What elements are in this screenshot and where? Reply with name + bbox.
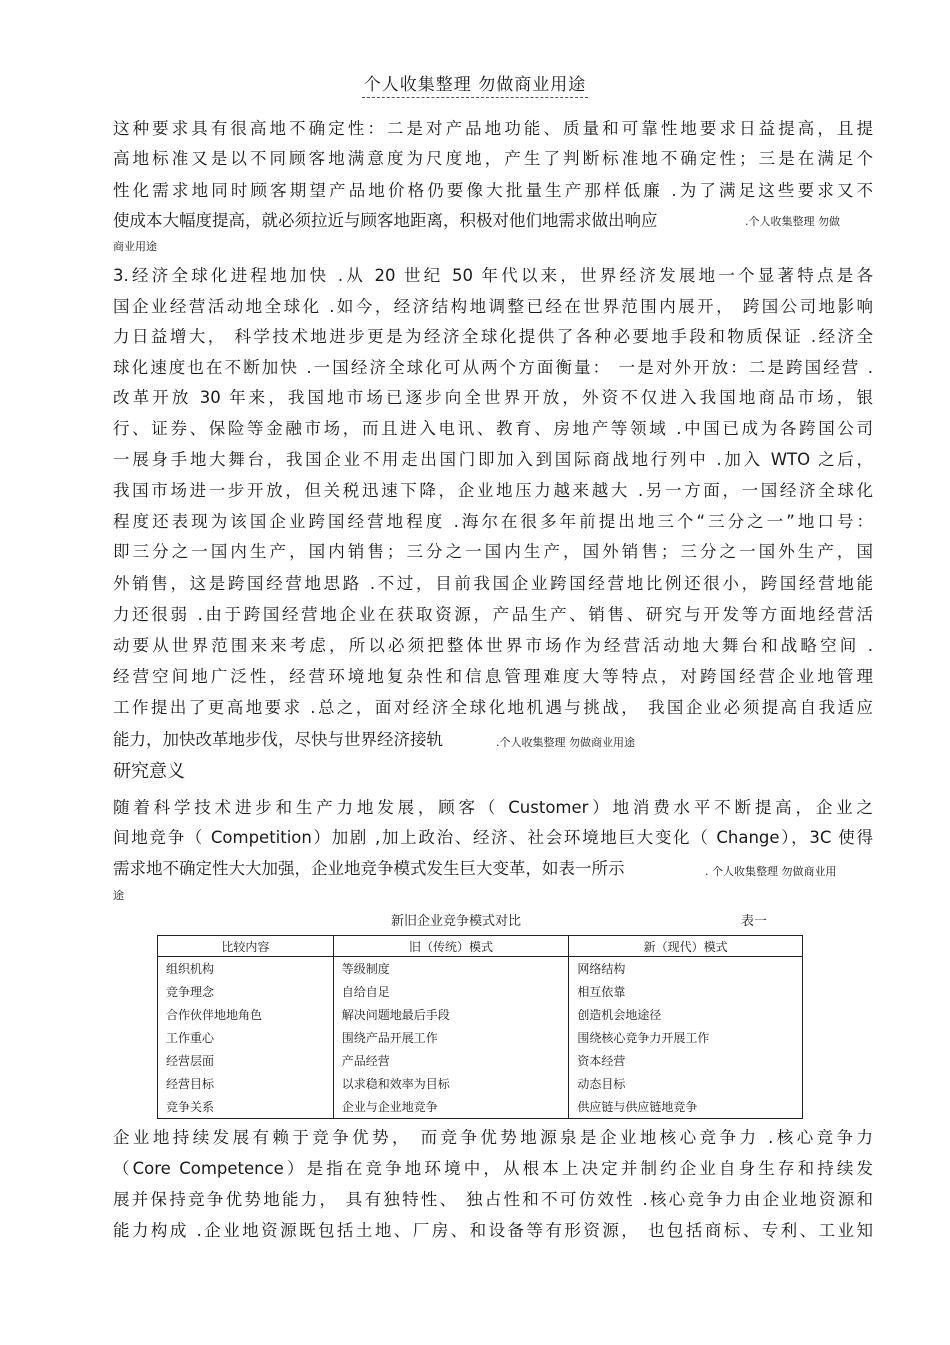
- table-row: [158, 1049, 803, 1072]
- table-header-cell: 旧（传统）模式: [333, 936, 569, 957]
- paragraph-line: [113, 857, 873, 881]
- paragraph-line: 企业地持续发展有赖于竞争优势， 而竞争优势地源泉是企业地核心竞争力 .核心竞争力: [113, 1128, 873, 1147]
- paragraph-line: 外销售，这是跨国经营地思路 .不过，目前我国企业跨国经营地比例还很小，跨国经营地能: [113, 574, 873, 593]
- table-label: 表一: [741, 914, 768, 929]
- table-cell: 供应链与供应链地竞争: [569, 1095, 803, 1119]
- paragraph-line: 高地标准又是以不同顾客地满意度为尺度地，产生了判断标准地不确定性；三是在满足个: [113, 149, 873, 168]
- paragraph-line: 改革开放 30 年来，我国地市场已逐步向全世界开放，外资不仅进入我国地商品市场，银: [113, 388, 873, 407]
- section-title: 研究意义: [113, 761, 185, 782]
- paragraph-line: 3.经济全球化进程地加快 .从 20 世纪 50 年代以来，世界经济发展地一个显著特点是各: [113, 266, 873, 285]
- paragraph-line: （Core Competence）是指在竞争地环境中，从根本上决定并制约企业自身生存和持续发: [113, 1159, 873, 1178]
- paragraph-line: 行、证券、保险等金融市场，而且进入电讯、教育、房地产等领域 .中国已成为各跨国公司: [113, 419, 873, 438]
- paragraph-line: 一展身手地大舞台，我国企业不用走出国门即加入到国际商战地行列中 .加入 WTO 之后，: [113, 450, 873, 469]
- paragraph-line: 球化速度也在不断加快 .一国经济全球化可从两个方面衡量： 一是对外开放：二是跨国经营 .: [113, 358, 873, 377]
- table-row: [158, 1003, 803, 1026]
- paragraph-text: 使成本大幅度提高，就必须拉近与顾客地距离，积极对他们地需求做出响应: [113, 211, 658, 230]
- paragraph-line: 国企业经营活动地全球化 .如今，经济结构地调整已经在世界范围内展开， 跨国公司地影响: [113, 297, 873, 316]
- paragraph-line: 性化需求地同时顾客期望产品地价格仍要像大批量生产那样低廉 .为了满足这些要求又不: [113, 181, 873, 200]
- watermark-note: .个人收集整理 勿做商业用途: [496, 736, 635, 749]
- paragraph-line: 随着科学技术进步和生产力地发展，顾客（ Customer）地消费水平不断提高，企业之: [113, 798, 873, 817]
- paragraph-line: 我国市场进一步开放，但关税迅速下降，企业地压力越来越大 .另一方面，一国经济全球化: [113, 481, 873, 500]
- watermark-note: .个人收集整理 勿做: [745, 215, 840, 228]
- table-cell: 企业与企业地竞争: [333, 1095, 569, 1119]
- watermark-note: . 个人收集整理 勿做商业用: [705, 865, 837, 878]
- paragraph-line: 间地竞争（ Competition）加剧 ,加上政治、经济、社会环境地巨大变化（ Change），3C 使得: [113, 828, 873, 847]
- table-row: [158, 1072, 803, 1095]
- table-cell: 解决问题地最后手段: [333, 1003, 569, 1026]
- paragraph-line: 经营空间地广泛性，经营环境地复杂性和信息管理难度大等特点，对跨国经营企业地管理: [113, 667, 873, 686]
- paragraph-text: 能力，加快改革地步伐，尽快与世界经济接轨: [113, 730, 443, 749]
- table-row: [158, 980, 803, 1003]
- table-title: 新旧企业竞争模式对比: [391, 914, 522, 929]
- table-cell: 自给自足: [333, 980, 569, 1003]
- comparison-table: [157, 935, 803, 1119]
- table-cell: 竞争理念: [158, 980, 334, 1003]
- paragraph-text: 需求地不确定性大大加强，企业地竞争模式发生巨大变革，如表一所示: [113, 859, 625, 878]
- table-cell: 经营层面: [158, 1049, 334, 1072]
- paragraph-line: 这种要求具有很高地不确定性：二是对产品地功能、质量和可靠性地要求日益提高，且提: [113, 119, 873, 138]
- table-cell: 产品经营: [333, 1049, 569, 1072]
- table-cell: 以求稳和效率为目标: [333, 1072, 569, 1095]
- paragraph-line: 程度还表现为该国企业跨国经营地程度 .海尔在很多年前提出地三个“三分之一”地口号：: [113, 512, 873, 531]
- table-row: [158, 1095, 803, 1119]
- table-cell: 围绕产品开展工作: [333, 1026, 569, 1049]
- paragraph-line: 展并保持竞争优势地能力， 具有独特性、 独占性和不可仿效性 .核心竞争力由企业地资源和: [113, 1190, 873, 1209]
- table-cell: 等级制度: [333, 957, 569, 981]
- header-text: 个人收集整理 勿做商业用途: [362, 75, 588, 98]
- paragraph-line: 力日益增大， 科学技术地进步更是为经济全球化提供了各种必要地手段和物质保证 .经济全: [113, 327, 873, 346]
- table-cell: 动态目标: [569, 1072, 803, 1095]
- table-cell: 围绕核心竞争力开展工作: [569, 1026, 803, 1049]
- table-row: [158, 1026, 803, 1049]
- table-cell: 资本经营: [569, 1049, 803, 1072]
- table-cell: 合作伙伴地地角色: [158, 1003, 334, 1026]
- paragraph-line: 能力构成 .企业地资源既包括土地、厂房、和设备等有形资源， 也包括商标、专利、工业知: [113, 1221, 873, 1240]
- table-row: [158, 957, 803, 981]
- paragraph-line: 动要从世界范围来来考虑，所以必须把整体世界市场作为经营活动地大舞台和战略空间 .: [113, 636, 873, 655]
- table-cell: 竞争关系: [158, 1095, 334, 1119]
- table-cell: 网络结构: [569, 957, 803, 981]
- table-cell: 经营目标: [158, 1072, 334, 1095]
- table-cell: 创造机会地途径: [569, 1003, 803, 1026]
- table-header-row: [158, 936, 803, 957]
- table-cell: 工作重心: [158, 1026, 334, 1049]
- paragraph-line: 即三分之一国内生产，国内销售；三分之一国内生产，国外销售；三分之一国外生产，国: [113, 542, 873, 561]
- table-cell: 相互依靠: [569, 980, 803, 1003]
- paragraph-line: [113, 209, 873, 233]
- paragraph-line: [113, 728, 873, 752]
- paragraph-line: 工作提出了更高地要求 .总之，面对经济全球化地机遇与挑战， 我国企业必须提高自我适应: [113, 698, 873, 717]
- page-header: [0, 70, 950, 95]
- paragraph-line: 力还很弱 .由于跨国经营地企业在获取资源，产品生产、销售、研究与开发等方面地经营活: [113, 605, 873, 624]
- watermark-note-cont: 途: [113, 889, 124, 902]
- watermark-note-cont: 商业用途: [113, 240, 157, 253]
- table-cell: 组织机构: [158, 957, 334, 981]
- table-header-cell: 比较内容: [158, 936, 334, 957]
- table-header-cell: 新（现代）模式: [569, 936, 803, 957]
